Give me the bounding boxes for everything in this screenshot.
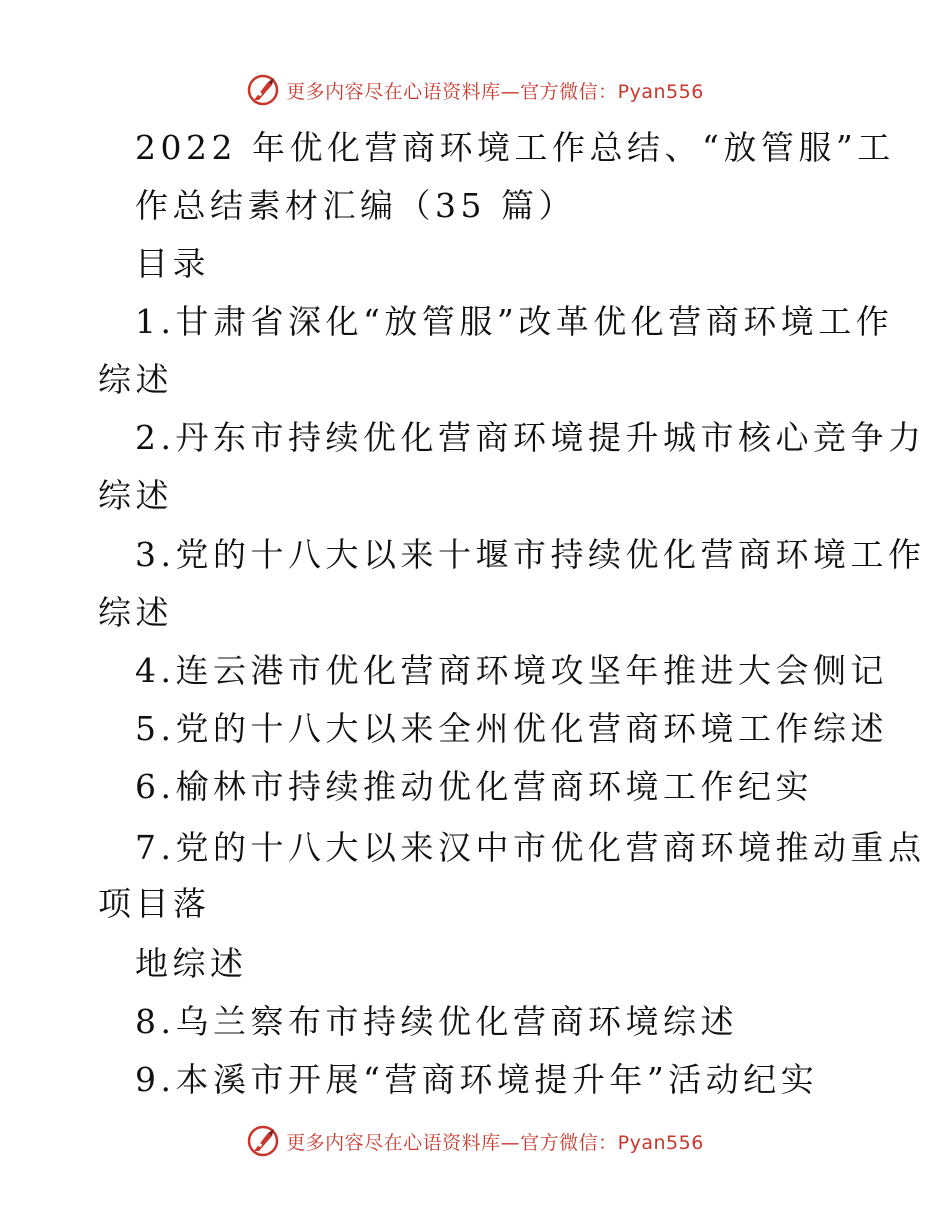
watermark-text: 更多内容尽在心语资料库—官方微信：Pyan556: [286, 1131, 704, 1154]
document-title-line-2: 作总结素材汇编（35 篇）: [135, 186, 576, 225]
footer-watermark: [0, 1121, 950, 1161]
toc-entry-5: 5.党的十八大以来全州优化营商环境工作综述: [135, 709, 888, 748]
toc-entry-7-continuation: 项目落: [98, 884, 211, 923]
toc-entry-8: 8.乌兰察布市持续优化营商环境综述: [135, 1002, 738, 1041]
toc-entry-3-continuation: 综述: [98, 593, 173, 632]
toc-entry-1-continuation: 综述: [98, 360, 173, 399]
header-watermark: [0, 70, 950, 110]
toc-entry-9: 9.本溪市开展“营商环境提升年”活动纪实: [135, 1060, 819, 1099]
toc-entry-2-continuation: 综述: [98, 476, 173, 515]
quill-pen-icon: [246, 1124, 280, 1158]
quill-pen-icon: [246, 73, 280, 107]
toc-entry-1: 1.甘肃省深化“放管服”改革优化营商环境工作: [135, 302, 894, 341]
toc-entry-6: 6.榆林市持续推动优化营商环境工作纪实: [135, 767, 813, 806]
toc-entry-4: 4.连云港市优化营商环境攻坚年推进大会侧记: [135, 651, 888, 690]
document-title-line-1: 2022 年优化营商环境工作总结、“放管服”工: [135, 128, 895, 167]
watermark-text: 更多内容尽在心语资料库—官方微信：Pyan556: [286, 80, 704, 103]
toc-entry-7-continuation-2: 地综述: [135, 944, 248, 983]
toc-heading: 目录: [135, 244, 210, 283]
toc-entry-3: 3.党的十八大以来十堰市持续优化营商环境工作: [135, 535, 926, 574]
toc-entry-7: 7.党的十八大以来汉中市优化营商环境推动重点: [135, 828, 926, 867]
toc-entry-2: 2.丹东市持续优化营商环境提升城市核心竞争力: [135, 418, 926, 457]
